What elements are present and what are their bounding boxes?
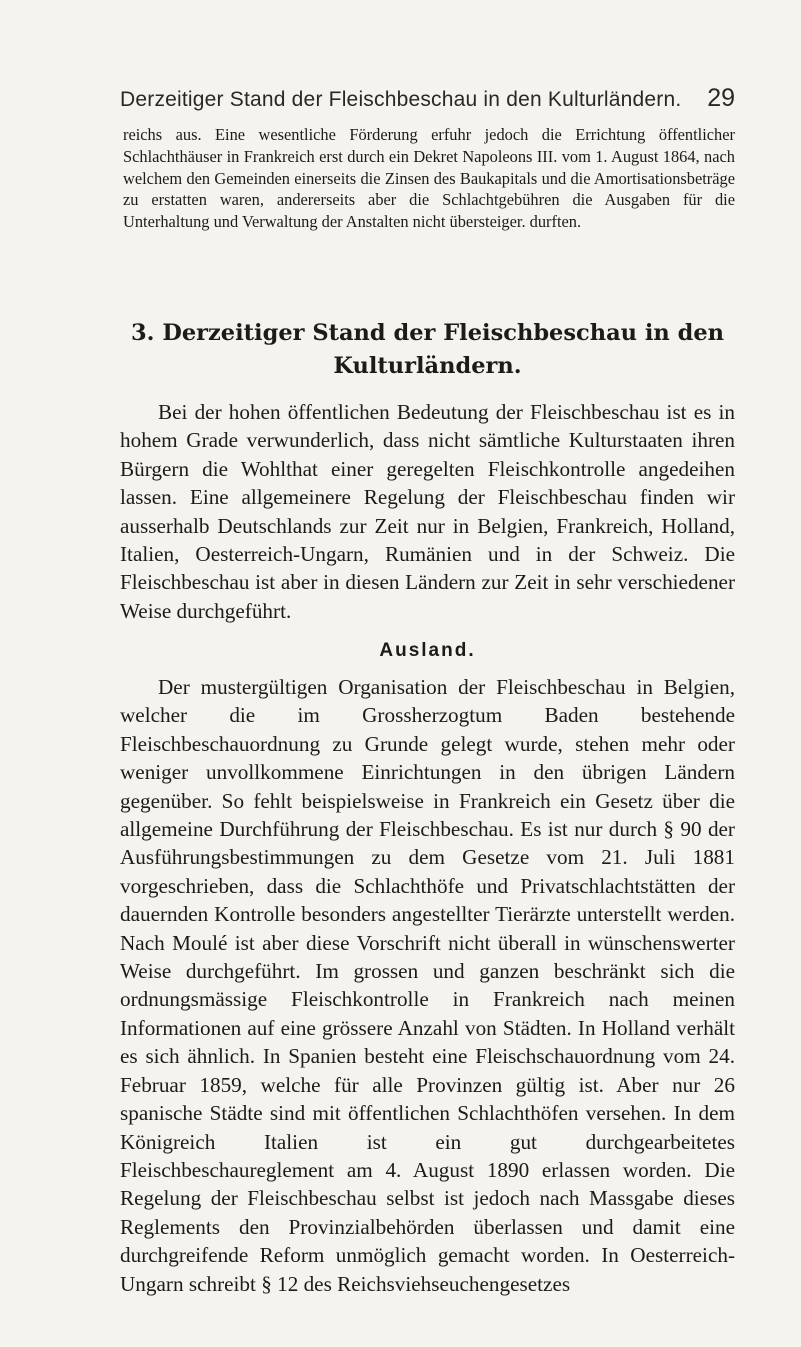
paragraph-1: Bei der hohen öffentlichen Bedeutung der Fleischbeschau ist es in hohem Grade verwunderlich, dass nicht sämtliche Kulturstaaten ihren Bürgern die Wohlthat einer geregelten Fleischkontrolle angedeihen lassen. Eine allgemeinere Regelung der Fleischbeschau finden wir ausserhalb Deutschlands zur Zeit nur in Belgien, Frankreich, Holland, Italien, Oesterreich-Ungarn, Rumänien und in der Schweiz. Die Fleischbeschau ist aber in diesen Ländern zur Zeit in sehr verschiedener Weise durchgeführt.: [120, 400, 735, 623]
section-number: 3.: [130, 320, 155, 346]
header-title: Derzeitiger Stand der Fleischbeschau in den Kulturländern.: [120, 88, 682, 111]
section-heading: [120, 317, 735, 383]
running-header: [120, 84, 735, 118]
paragraph-2: Der mustergültigen Organisation der Fleischbeschau in Belgien, welcher die im Grossherzogtum Baden bestehende Fleischbeschauordnung zu Grunde gelegt wurde, stehen mehr oder weniger unvollkommene Einrichtungen in den übrigen Ländern gegenüber. So fehlt beispielsweise in Frankreich ein Gesetz über die allgemeine Durchführung der Fleischbeschau. Es ist nur durch § 90 der Ausführungsbestimmungen zu dem Gesetze vom 21. Juli 1881 vorgeschrieben, dass die Schlachthöfe und Privatschlachtstätten der dauernden Kontrolle besonders angestellter Tierärzte unterstellt werden. Nach Moulé ist aber diese Vorschrift nicht überall in wünschenswerter Weise durchgeführt. Im grossen und ganzen beschränkt sich die ordnungsmässige Fleischkontrolle in Frankreich nach meinen Informationen auf eine grössere Anzahl von Städten. In Holland verhält es sich ähnlich. In Spanien besteht eine Fleischschauordnung vom 24. Februar 1859, welche für alle Provinzen gültig ist. Aber nur 26 spanische Städte sind mit öffentlichen Schlachthöfen versehen. In dem Königreich Italien ist ein gut durchgearbeitetes Fleischbeschaureglement am 4. August 1890 erlassen worden. Die Regelung der Fleischbeschau selbst ist jedoch nach Massgabe dieses Reglements den Provinzialbehörden überlassen und damit eine durchgreifende Reform unmöglich gemacht worden. In Oesterreich-Ungarn schreibt § 12 des Reichsviehseuchengesetzes: [120, 675, 735, 1296]
section-title: Derzeitiger Stand der Fleischbeschau in den Kulturländern.: [162, 320, 725, 379]
subheading-ausland: Ausland.: [379, 640, 476, 661]
page-number: 29: [707, 84, 735, 112]
intro-paragraph: reichs aus. Eine wesentliche Förderung erfuhr jedoch die Errichtung öffentlicher Schlachthäuser in Frankreich erst durch ein Dekret Napoleons III. vom 1. August 1864, nach welchem den Gemeinden einerseits die Zinsen des Baukapitals und die Amortisationsbeträge zu erstatten waren, andererseits aber die Schlachtgebühren die Ausgaben für die Unterhaltung und Verwaltung der Anstalten nicht übersteiger. durften.: [123, 125, 735, 232]
